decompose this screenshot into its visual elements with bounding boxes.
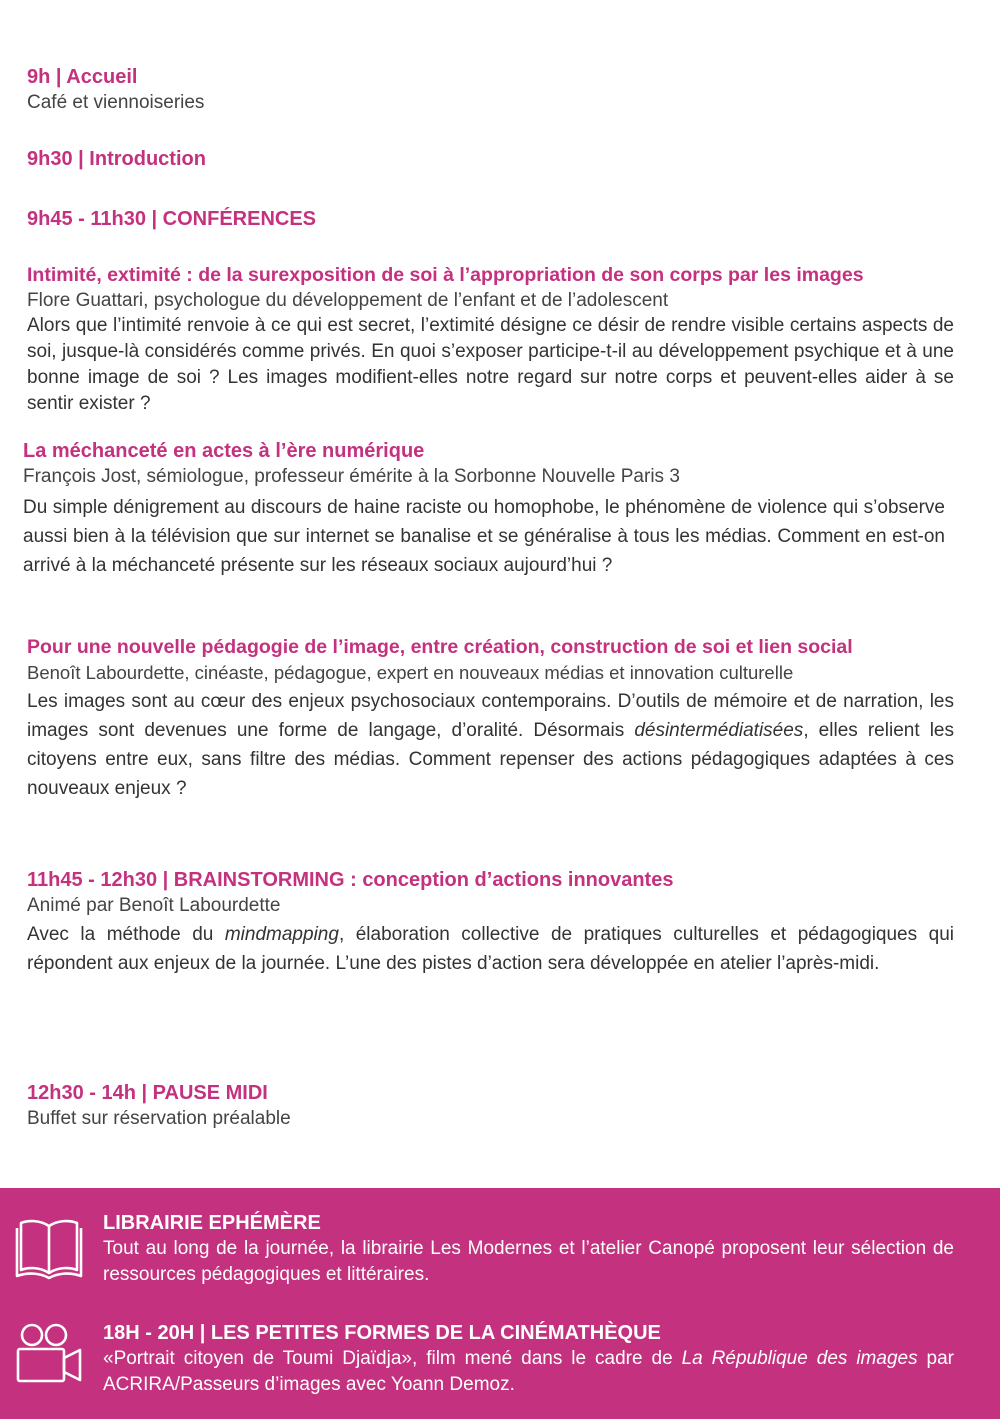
session-conferences (27, 206, 954, 232)
session-pause-midi (27, 1080, 954, 1131)
talk-title: Intimité, extimité : de la surexposition de soi à l’appropriation de son corps par les images (27, 264, 864, 286)
footer-librairie (103, 1210, 954, 1288)
footer-title: LIBRAIRIE EPHÉMÈRE (103, 1212, 321, 1234)
talk-intimite (27, 262, 954, 417)
session-time: 12h30 - 14h | PAUSE MIDI (27, 1082, 268, 1104)
open-book-icon (14, 1216, 84, 1287)
footer-cinema (103, 1320, 954, 1398)
session-description: Buffet sur réservation préalable (27, 1108, 291, 1129)
session-time: 9h45 - 11h30 | CONFÉRENCES (27, 208, 317, 230)
footer-title: 18H - 20H | LES PETITES FORMES DE LA CINÉMATHÈQUE (103, 1322, 661, 1344)
session-brainstorming (27, 867, 954, 978)
session-accueil (27, 64, 954, 115)
session-description: Café et viennoiseries (27, 92, 205, 113)
talk-title: La méchanceté en actes à l’ère numérique (23, 440, 425, 462)
movie-camera-icon (14, 1322, 84, 1391)
talk-mechancete (23, 438, 945, 580)
session-time: 9h30 | Introduction (27, 148, 206, 170)
session-description: Avec la méthode du mindmapping, élaboration collective de pratiques culturelles et pédagogiques qui répondent aux enjeux de la journée. L’une des pistes d’action sera développée en atelier l’après-midi. (27, 924, 954, 974)
footer-text: «Portrait citoyen de Toumi Djaïdja», film mené dans le cadre de La République des images par ACRIRA/Passeurs d’images avec Yoann Demoz. (103, 1348, 954, 1395)
talk-pedagogie (27, 634, 954, 803)
talk-speaker: Benoît Labourdette, cinéaste, pédagogue, expert en nouveaux médias et innovation culturelle (27, 662, 794, 683)
talk-speaker: François Jost, sémiologue, professeur émérite à la Sorbonne Nouvelle Paris 3 (23, 466, 680, 487)
footer-text: Tout au long de la journée, la librairie Les Modernes et l’atelier Canopé proposent leur sélection de ressources pédagogiques et littéraires. (103, 1238, 954, 1285)
session-time: 9h | Accueil (27, 66, 138, 88)
session-time: 11h45 - 12h30 | BRAINSTORMING : conception d’actions innovantes (27, 869, 674, 891)
talk-abstract: Du simple dénigrement au discours de haine raciste ou homophobe, le phénomène de violence qui s’observe aussi bien à la télévision que sur internet se banalise et se généralise à tous les médias. Comment en est-on arrivé à la méchanceté présente sur les réseaux sociaux aujourd’hui ? (23, 497, 945, 576)
talk-title: Pour une nouvelle pédagogie de l’image, entre création, construction de soi et lien social (27, 636, 853, 658)
talk-abstract: Alors que l’intimité renvoie à ce qui est secret, l’extimité désigne ce désir de rendre visible certains aspects de soi, jusque-là considérés comme privés. En quoi s’exposer participe-t-il au développement psychique et à une bonne image de soi ? Les images modifient-elles notre regard sur notre corps et peuvent-elles aider à se sentir exister ? (27, 315, 954, 414)
session-speaker: Animé par Benoît Labourdette (27, 895, 281, 916)
session-introduction (27, 146, 954, 172)
footer-banner (0, 1188, 1000, 1419)
talk-abstract: Les images sont au cœur des enjeux psychosociaux contemporains. D’outils de mémoire et de narration, les images sont devenues une forme de langage, d’oralité. Désormais désintermédiatisées, elles relient les citoyens entre eux, sans filtre des médias. Comment repenser des actions pédagogiques adaptées à ces nouveaux enjeux ? (27, 691, 954, 799)
talk-speaker: Flore Guattari, psychologue du développement de l’enfant et de l’adolescent (27, 290, 669, 311)
